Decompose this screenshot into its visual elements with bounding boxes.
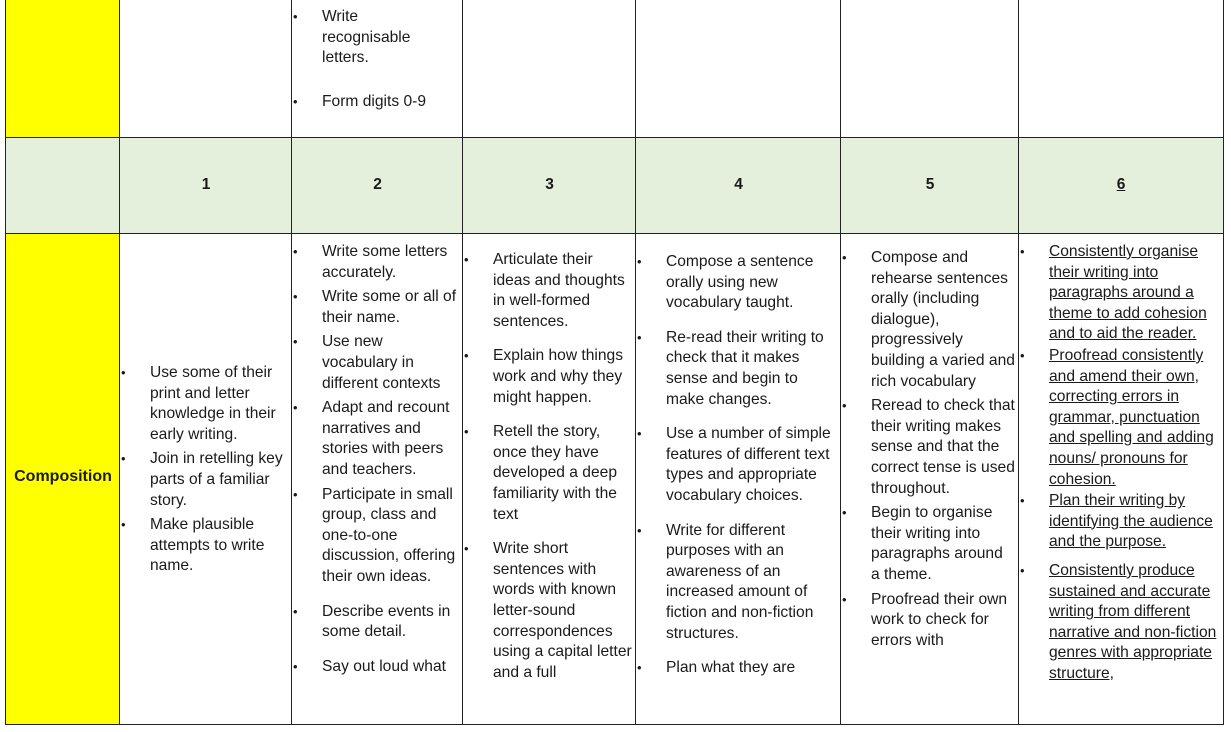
top-col2-list <box>292 7 463 112</box>
year-number: 4 <box>734 176 743 193</box>
list-item: • Reread to check that their writing makes sense and that the correct tense is used throughout. <box>841 396 1019 499</box>
year-header-2 <box>291 137 463 234</box>
list-item: • Retell the story, once they have developed a deep familiarity with the text <box>463 422 636 525</box>
top-cell-col6 <box>1018 0 1224 138</box>
list-item: • Adapt and recount narratives and stories with peers and teachers. <box>292 398 463 480</box>
list-item: • Plan what they are <box>636 658 841 679</box>
list-item: • Explain how things work and why they might happen. <box>463 346 636 408</box>
composition-label-cell <box>5 233 120 725</box>
list-item: • Plan their writing by identifying the audience and the purpose. <box>1019 491 1223 553</box>
year-number: 2 <box>373 176 382 193</box>
list-item: • Say out loud what <box>292 657 463 678</box>
list-item: • Write for different purposes with an awareness of an increased amount of fiction and non-fiction structures. <box>636 521 841 645</box>
year-header-5 <box>840 137 1019 234</box>
composition-year-5-list <box>841 248 1019 651</box>
composition-year-2-list <box>292 242 463 677</box>
year-header-4 <box>635 137 841 234</box>
list-item: • Compose a sentence orally using new vocabulary taught. <box>636 252 841 314</box>
list-item: • Write some letters accurately. <box>292 242 463 283</box>
composition-year-6 <box>1018 233 1224 725</box>
list-item: • Write some or all of their name. <box>292 287 463 328</box>
year-header-3 <box>462 137 636 234</box>
top-cell-col4 <box>635 0 841 138</box>
list-item: • Proofread consistently and amend their own, correcting errors in grammar, punctuation and spelling and adding nouns/ pronouns for cohesion. <box>1019 346 1223 490</box>
composition-year-6-list <box>1019 242 1223 684</box>
row-label-composition: Composition <box>14 468 112 485</box>
top-cell-col5 <box>840 0 1019 138</box>
list-item: • Describe events in some detail. <box>292 602 463 643</box>
list-item: • Write short sentences with words with known letter-sound correspondences using a capital letter and a full <box>463 539 636 683</box>
year-number: 5 <box>925 176 935 193</box>
list-item: • Use a number of simple features of different text types and appropriate vocabulary choices. <box>636 424 841 506</box>
list-item: • Articulate their ideas and thoughts in well-formed sentences. <box>463 250 636 332</box>
list-item: • Re-read their writing to check that it makes sense and begin to make changes. <box>636 328 841 410</box>
year-header-1 <box>119 137 292 234</box>
list-item: • Consistently organise their writing into paragraphs around a theme to add cohesion and to aid the reader. <box>1019 242 1223 345</box>
list-item: • Use new vocabulary in different contexts <box>292 332 463 394</box>
composition-year-2 <box>291 233 463 725</box>
year-header-6 <box>1018 137 1224 234</box>
list-item: • Consistently produce sustained and accurate writing from different narrative and non-fiction genres with appropriate structure, <box>1019 561 1223 685</box>
top-cell-col3 <box>462 0 636 138</box>
list-item: • Begin to organise their writing into paragraphs around a theme. <box>841 503 1019 585</box>
composition-year-1-list <box>120 363 292 577</box>
list-item: • Form digits 0-9 <box>292 92 463 113</box>
row-label-cell-top <box>5 0 120 138</box>
year-number: 1 <box>201 176 211 193</box>
year-number: 6 <box>1116 176 1126 193</box>
top-cell-col2 <box>291 0 463 138</box>
composition-year-4-list <box>636 252 841 679</box>
list-item: • Use some of their print and letter knowledge in their early writing. <box>120 363 292 445</box>
composition-year-3-list <box>463 250 636 683</box>
list-item: • Proofread their own work to check for errors with <box>841 590 1019 652</box>
composition-year-3 <box>462 233 636 725</box>
header-row-label-cell <box>5 137 120 234</box>
list-item: • Make plausible attempts to write name. <box>120 515 292 577</box>
list-item: • Compose and rehearse sentences orally (including dialogue), progressively building a varied and rich vocabulary <box>841 248 1019 392</box>
list-item: • Join in retelling key parts of a familiar story. <box>120 449 292 511</box>
list-item: • Participate in small group, class and one-to-one discussion, offering their own ideas. <box>292 485 463 588</box>
list-item: • Write recognisable letters. <box>292 7 463 69</box>
composition-year-5 <box>840 233 1019 725</box>
year-number: 3 <box>545 176 554 193</box>
composition-year-4 <box>635 233 841 725</box>
top-cell-col1 <box>119 0 292 138</box>
composition-year-1 <box>119 233 292 725</box>
